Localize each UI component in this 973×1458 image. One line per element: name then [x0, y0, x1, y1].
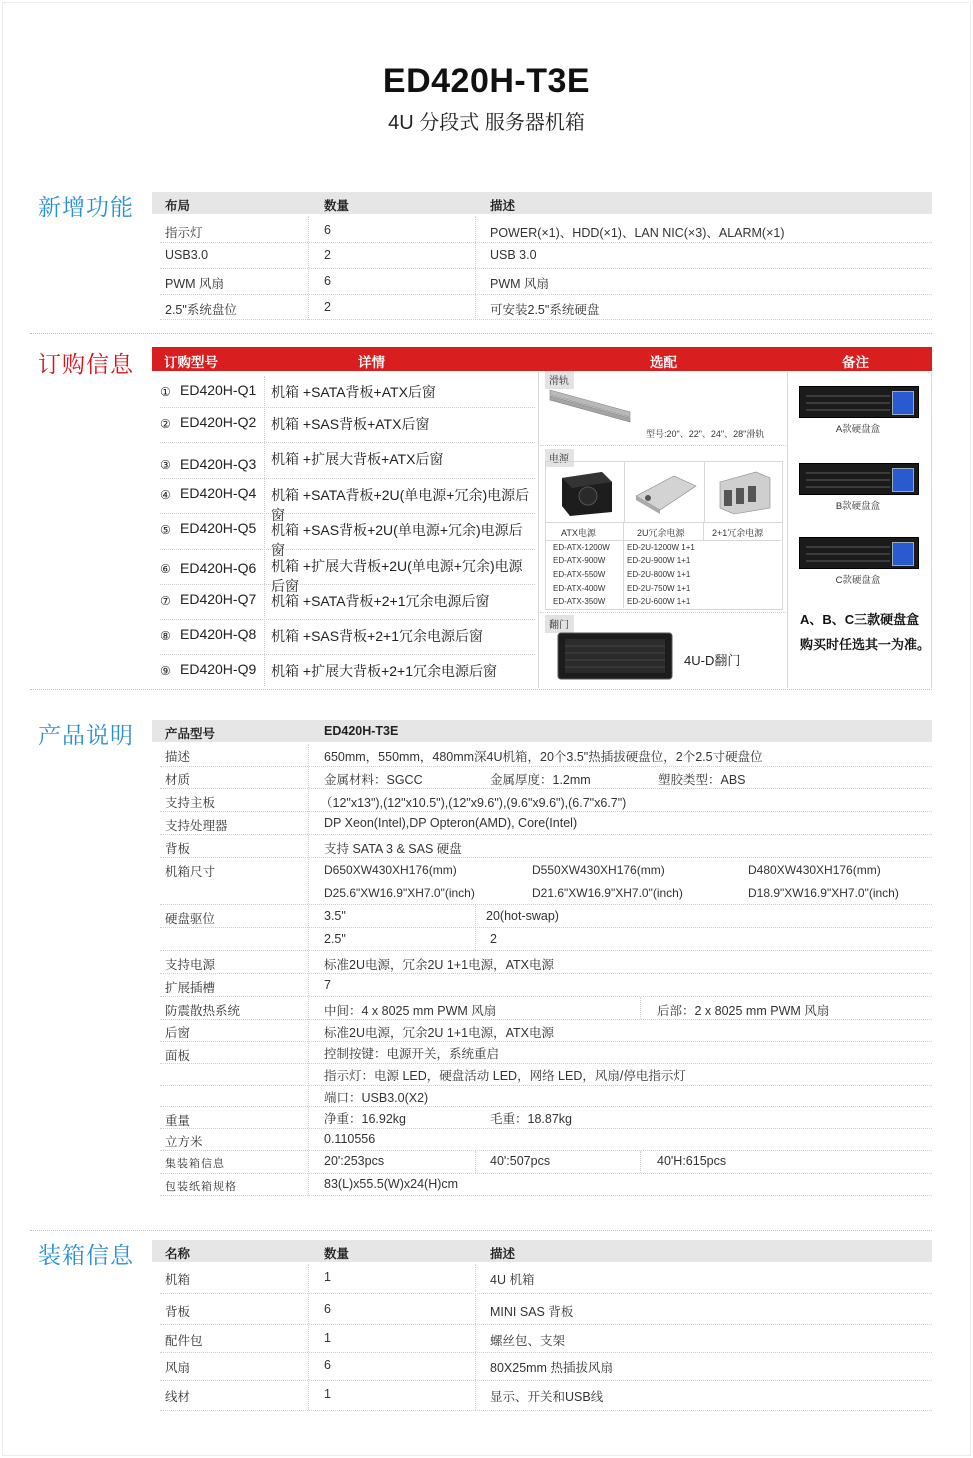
spec-row: [160, 858, 932, 905]
cell: 2.5"系统盘位: [165, 303, 237, 317]
order-code: ED420H-Q2: [180, 414, 257, 430]
psu-cell: ED-2U-800W 1+1: [627, 570, 691, 579]
column-divider: [475, 216, 476, 320]
psu-col-header: 2U冗余电源: [637, 528, 685, 538]
order-detail: 机箱 +扩展大背板+2+1冗余电源后窗: [271, 663, 497, 679]
col-header: 描述: [490, 199, 516, 213]
col-header: 数量: [324, 1247, 350, 1261]
spec-row: [160, 905, 932, 928]
cell: 2: [324, 300, 331, 314]
cell: POWER(×1)、HDD(×1)、LAN NIC(×3)、ALARM(×1): [490, 226, 785, 240]
col-header: 订购型号: [164, 355, 218, 370]
cell: 1: [324, 1270, 331, 1284]
spec-value: 0.110556: [324, 1132, 376, 1146]
order-num: ②: [160, 417, 171, 431]
cell: MINI SAS 背板: [490, 1305, 574, 1319]
spec-value: 20':253pcs: [324, 1154, 385, 1168]
order-code: ED420H-Q6: [180, 560, 257, 576]
spec-row: [160, 1042, 932, 1064]
psu-cell: ED-ATX-550W: [553, 570, 606, 579]
spec-value: D650XW430XH176(mm): [324, 863, 457, 877]
tray-b-caption: B款硬盘盒: [835, 501, 881, 512]
cell: 螺丝包、支架: [490, 1334, 566, 1348]
spec-value: 2.5": [324, 932, 346, 946]
page-title: ED420H-T3E: [382, 62, 591, 100]
order-code: ED420H-Q7: [180, 591, 257, 607]
section-divider: [30, 333, 932, 334]
section-title-product: 产品说明: [38, 722, 134, 748]
cell: 80X25mm 热插拔风扇: [490, 1361, 613, 1375]
spec-label: 支持处理器: [165, 819, 228, 833]
col-header: 详情: [358, 355, 385, 370]
spec-row: [160, 744, 932, 767]
order-detail: 机箱 +SATA背板+2+1冗余电源后窗: [271, 593, 490, 609]
cell: 6: [324, 274, 331, 288]
product-header: [152, 720, 932, 742]
spec-value: 塑胶类型：ABS: [658, 773, 746, 787]
spec-row: [160, 1020, 932, 1042]
order-code: ED420H-Q8: [180, 626, 257, 642]
spec-value: D21.6"XW16.9"XH7.0"(inch): [532, 886, 683, 900]
cell: 6: [324, 1302, 331, 1316]
col-header: 名称: [165, 1247, 191, 1261]
col-header: 布局: [165, 199, 191, 213]
rail-note: 型号:20"、22"、24"、28"滑轨: [646, 429, 765, 439]
notes-line1: A、B、C三款硬盘盒: [800, 612, 920, 627]
cell: 背板: [165, 1305, 191, 1319]
option-divider: [540, 445, 786, 446]
cell: 指示灯: [165, 226, 203, 240]
model-value: ED420H-T3E: [324, 724, 399, 738]
spec-row: [160, 1129, 932, 1151]
features-header: [152, 192, 932, 214]
spec-row: [160, 1151, 932, 1174]
order-row: [160, 376, 535, 408]
spec-value: 后部：2 x 8025 mm PWM 风扇: [657, 1004, 830, 1018]
spec-label: 描述: [165, 750, 191, 764]
order-row: [160, 620, 535, 655]
order-code: ED420H-Q4: [180, 485, 257, 501]
table-row: [160, 1353, 932, 1381]
spec-value: 标准2U电源，冗余2U 1+1电源，ATX电源: [324, 958, 555, 972]
spec-value: 83(L)x55.5(W)x24(H)cm: [324, 1177, 459, 1191]
cell: USB 3.0: [490, 248, 537, 262]
column-divider: [264, 376, 265, 686]
spec-row: [160, 951, 932, 974]
psu-cell: ED-ATX-900W: [553, 556, 606, 565]
spec-label: 背板: [165, 842, 191, 856]
column-divider: [475, 1151, 476, 1173]
section-title-order: 订购信息: [38, 351, 134, 377]
spec-label: 扩展插槽: [165, 981, 216, 995]
spec-value: 650mm，550mm，480mm深4U机箱，20个3.5"热插拔硬盘位，2个2.5寸硬盘位: [324, 750, 763, 764]
order-row: [160, 655, 535, 686]
spec-label: 立方米: [165, 1135, 203, 1149]
spec-label: 硬盘驱位: [165, 912, 216, 926]
psu-col-header: 2+1冗余电源: [712, 528, 764, 538]
cell: 显示、开关和USB线: [490, 1390, 604, 1404]
order-num: ④: [160, 488, 171, 502]
table-row: [160, 218, 932, 243]
order-num: ⑦: [160, 594, 171, 608]
spec-row: [160, 789, 932, 812]
option-tag-door: 翻门: [545, 615, 574, 633]
spec-label: 面板: [165, 1049, 191, 1063]
column-divider: [787, 372, 788, 688]
table-row: [160, 243, 932, 269]
front-door-image: [557, 632, 673, 680]
model-label: 产品型号: [165, 727, 216, 741]
col-header: 数量: [324, 199, 350, 213]
spec-label: 重量: [165, 1114, 191, 1128]
cell: 风扇: [165, 1361, 191, 1375]
spec-row: [160, 974, 932, 997]
order-row: [160, 514, 535, 558]
column-divider: [640, 1151, 641, 1173]
spec-value: 控制按键：电源开关，系统重启: [324, 1047, 500, 1061]
order-detail: 机箱 +扩展大背板+ATX后窗: [271, 451, 444, 467]
col-header: 备注: [842, 355, 869, 370]
tray-a-caption: A款硬盘盒: [835, 424, 881, 435]
spec-label: 材质: [165, 773, 191, 787]
psu-cell: ED-ATX-1200W: [553, 543, 610, 552]
order-num: ⑨: [160, 664, 171, 678]
tray-b-image: [799, 463, 919, 495]
option-tag-rail: 滑轨: [545, 371, 574, 389]
spec-row: [160, 767, 932, 789]
tray-c-image: [799, 537, 919, 569]
spec-value: 支持 SATA 3 & SAS 硬盘: [324, 842, 462, 856]
spec-value: 2: [490, 932, 497, 946]
column-divider: [931, 372, 932, 688]
spec-label: 支持主板: [165, 796, 216, 810]
order-num: ③: [160, 458, 171, 472]
cell: 6: [324, 1358, 331, 1372]
cell: 线材: [165, 1390, 191, 1404]
order-code: ED420H-Q9: [180, 661, 257, 677]
column-divider: [640, 997, 641, 1019]
spec-row: [160, 812, 932, 835]
spec-label: 防震散热系统: [165, 1004, 241, 1018]
psu-cell: ED-ATX-400W: [553, 584, 606, 593]
spec-value: D18.9"XW16.9"XH7.0"(inch): [748, 886, 899, 900]
cell: USB3.0: [165, 248, 209, 262]
spec-value: 3.5": [324, 909, 346, 923]
spec-row: [160, 835, 932, 858]
order-code: ED420H-Q1: [180, 382, 257, 398]
spec-value: 40':507pcs: [490, 1154, 551, 1168]
spec-label: 机箱尺寸: [165, 865, 216, 879]
table-row: [160, 1294, 932, 1325]
spec-value: D25.6"XW16.9"XH7.0"(inch): [324, 886, 475, 900]
order-row: [160, 550, 535, 594]
spec-value: 指示灯：电源 LED，硬盘活动 LED，网络 LED，风扇/停电指示灯: [324, 1069, 686, 1083]
section-divider: [30, 689, 932, 690]
cell: PWM 风扇: [165, 277, 225, 291]
psu-cell: ED-2U-600W 1+1: [627, 597, 691, 606]
spec-label: 后窗: [165, 1026, 191, 1040]
order-num: ⑤: [160, 523, 171, 537]
spec-value: 金属厚度：1.2mm: [490, 773, 591, 787]
cell: 机箱: [165, 1273, 191, 1287]
spec-row: [160, 1107, 932, 1129]
col-header: 选配: [650, 355, 677, 370]
psu-col-header: ATX电源: [561, 528, 596, 538]
spec-row: [160, 1174, 932, 1196]
cell: 2: [324, 248, 331, 262]
spec-value: DP Xeon(Intel),DP Opteron(AMD), Core(Intel): [324, 816, 578, 830]
table-row: [160, 1264, 932, 1294]
spec-value: D480XW430XH176(mm): [748, 863, 881, 877]
redundant-psu-image: [634, 470, 698, 516]
table-row: [160, 269, 932, 295]
spec-value: D550XW430XH176(mm): [532, 863, 665, 877]
table-row: [160, 1381, 932, 1411]
spec-label: 支持电源: [165, 958, 216, 972]
psu-cell: ED-2U-900W 1+1: [627, 556, 691, 565]
order-detail: 机箱 +SAS背板+2U(单电源+冗余)电源后窗: [271, 522, 523, 558]
order-detail: 机箱 +SAS背板+ATX后窗: [271, 416, 430, 432]
order-row: [160, 443, 535, 479]
spec-value: （12"x13"),(12"x10.5"),(12"x9.6"),(9.6"x9.6"),(6.7"x6.7"): [320, 796, 627, 810]
spec-value: 中间：4 x 8025 mm PWM 风扇: [324, 1004, 497, 1018]
spec-row: [160, 928, 932, 951]
order-num: ①: [160, 385, 171, 399]
spec-row: [160, 1086, 932, 1107]
spec-label: 包装纸箱规格: [165, 1180, 237, 1193]
order-code: ED420H-Q3: [180, 456, 257, 472]
order-num: ⑧: [160, 629, 171, 643]
rail-image: [548, 384, 632, 424]
order-row: [160, 585, 535, 620]
column-divider: [475, 1264, 476, 1410]
order-detail: 机箱 +扩展大背板+2U(单电源+冗余)电源后窗: [271, 558, 523, 594]
cell: 1: [324, 1387, 331, 1401]
cell: 4U 机箱: [490, 1273, 535, 1287]
col-header: 描述: [490, 1247, 516, 1261]
order-row: [160, 479, 535, 523]
spec-value: 40'H:615pcs: [657, 1154, 727, 1168]
two-plus-one-psu-image: [714, 468, 774, 516]
order-header: [152, 347, 932, 371]
spec-row: [160, 1064, 932, 1086]
order-row: [160, 408, 535, 443]
spec-value: 毛重：18.87kg: [490, 1112, 572, 1126]
column-divider: [308, 1264, 309, 1410]
order-detail: 机箱 +SATA背板+ATX后窗: [271, 384, 436, 400]
order-detail: 机箱 +SAS背板+2+1冗余电源后窗: [271, 628, 484, 644]
cell: 配件包: [165, 1334, 203, 1348]
cell: 1: [324, 1331, 331, 1345]
notes-line2: 购买时任选其一为准。: [800, 637, 931, 652]
section-title-features: 新增功能: [38, 194, 134, 220]
psu-cell: ED-2U-750W 1+1: [627, 584, 691, 593]
option-divider: [540, 612, 786, 613]
cell: 6: [324, 223, 331, 237]
door-label: 4U-D翻门: [684, 653, 741, 668]
atx-psu-image: [558, 470, 614, 516]
column-divider: [475, 905, 476, 950]
packing-header: [152, 1240, 932, 1262]
spec-value: 金属材料：SGCC: [324, 773, 423, 787]
cell: PWM 风扇: [490, 277, 550, 291]
psu-cell: ED-2U-1200W 1+1: [627, 543, 695, 552]
order-code: ED420H-Q5: [180, 520, 257, 536]
tray-a-image: [799, 386, 919, 418]
cell: 可安装2.5"系统硬盘: [490, 303, 600, 317]
tray-c-caption: C款硬盘盒: [835, 575, 881, 586]
spec-value: 标准2U电源，冗余2U 1+1电源，ATX电源: [324, 1026, 555, 1040]
spec-value: 净重：16.92kg: [324, 1112, 406, 1126]
section-divider: [30, 1230, 932, 1231]
order-num: ⑥: [160, 562, 171, 576]
table-row: [160, 1325, 932, 1353]
option-tag-psu: 电源: [545, 449, 574, 467]
spec-value: 7: [324, 978, 331, 992]
spec-value: 端口：USB3.0(X2): [324, 1091, 429, 1105]
spec-label: 集装箱信息: [165, 1157, 225, 1170]
psu-cell: ED-ATX-350W: [553, 597, 606, 606]
column-divider: [308, 216, 309, 320]
spec-row: [160, 997, 932, 1020]
section-title-packing: 装箱信息: [38, 1242, 134, 1268]
page-subtitle: 4U 分段式 服务器机箱: [388, 112, 585, 134]
table-row: [160, 295, 932, 320]
order-detail: 机箱 +SATA背板+2U(单电源+冗余)电源后窗: [271, 487, 530, 523]
spec-value: 20(hot-swap): [486, 909, 559, 923]
psu-images: [545, 461, 783, 523]
column-divider: [538, 372, 539, 688]
